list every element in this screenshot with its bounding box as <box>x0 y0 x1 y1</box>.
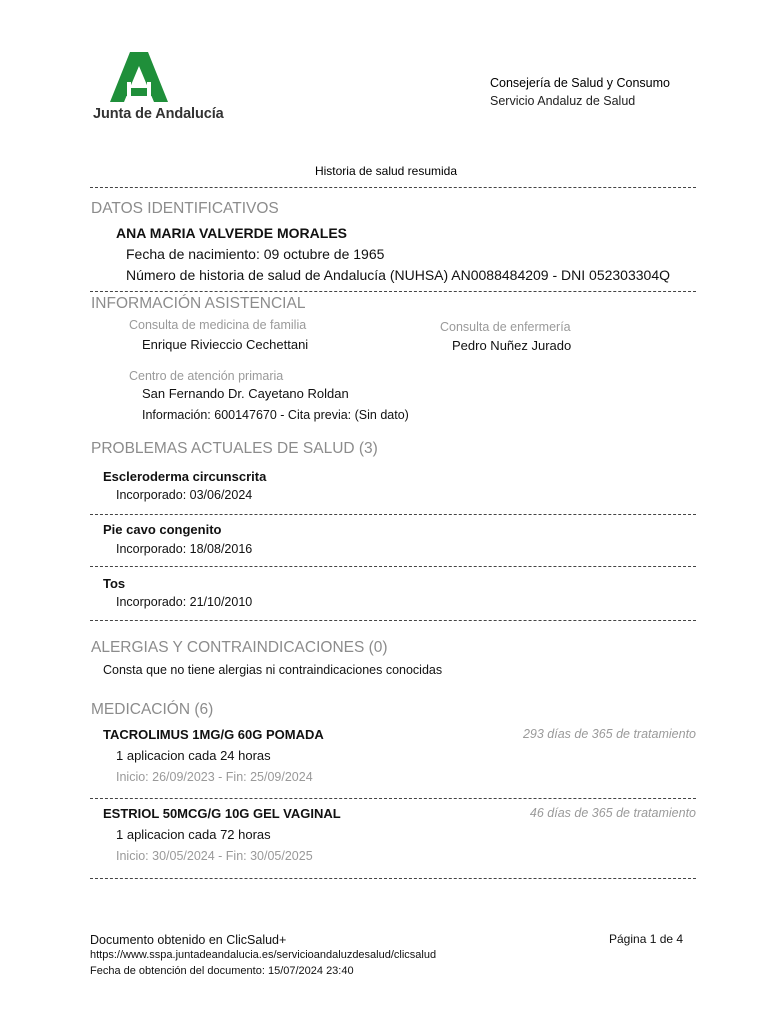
medication-name: ESTRIOL 50MCG/G 10G GEL VAGINAL <box>103 806 341 821</box>
medication-dose: 1 aplicacion cada 24 horas <box>116 748 271 763</box>
section-title-medication: MEDICACIÓN (6) <box>91 701 214 718</box>
family-doctor: Enrique Rivieccio Cechettani <box>142 337 309 352</box>
divider <box>90 566 696 567</box>
problem-name: Tos <box>103 576 126 591</box>
patient-name: ANA MARIA VALVERDE MORALES <box>116 225 347 241</box>
center-label: Centro de atención primaria <box>129 369 284 383</box>
organization-name: Consejería de Salud y Consumo <box>490 76 670 90</box>
nurse: Pedro Nuñez Jurado <box>452 338 572 353</box>
medication-name: TACROLIMUS 1MG/G 60G POMADA <box>103 727 324 742</box>
medication-dose: 1 aplicacion cada 72 horas <box>116 827 271 842</box>
divider <box>90 514 696 515</box>
health-center: San Fernando Dr. Cayetano Roldan <box>142 386 349 401</box>
section-title-identification: DATOS IDENTIFICATIVOS <box>91 200 279 217</box>
footer-generated: Fecha de obtención del documento: 15/07/2024 23:40 <box>90 965 354 977</box>
treatment-progress: 46 días de 365 de tratamiento <box>529 806 696 820</box>
allergies-text: Consta que no tiene alergias ni contraindicaciones conocidas <box>103 663 443 677</box>
problem-name: Escleroderma circunscrita <box>103 469 267 484</box>
center-info: Información: 600147670 - Cita previa: (Sin dato) <box>142 408 409 422</box>
logo-text: Junta de Andalucía <box>93 106 224 122</box>
medication-period: Inicio: 26/09/2023 - Fin: 25/09/2024 <box>116 770 313 784</box>
family-doctor-label: Consulta de medicina de familia <box>129 318 307 332</box>
problem-date: Incorporado: 18/08/2016 <box>116 542 253 556</box>
section-title-problems: PROBLEMAS ACTUALES DE SALUD (3) <box>91 440 378 457</box>
record-numbers: Número de historia de salud de Andalucía (NUHSA) AN0088484209 - DNI 052303304Q <box>126 267 670 283</box>
problem-date: Incorporado: 03/06/2024 <box>116 488 253 502</box>
section-title-allergies: ALERGIAS Y CONTRAINDICACIONES (0) <box>91 639 388 656</box>
document-title: Historia de salud resumida <box>314 164 458 178</box>
divider <box>90 620 696 621</box>
divider <box>90 878 696 879</box>
medication-period: Inicio: 30/05/2024 - Fin: 30/05/2025 <box>116 849 313 863</box>
divider <box>90 187 696 188</box>
problem-date: Incorporado: 21/10/2010 <box>116 595 253 609</box>
section-title-care-info: INFORMACIÓN ASISTENCIAL <box>91 295 306 312</box>
divider <box>90 798 696 799</box>
service-name: Servicio Andaluz de Salud <box>490 94 636 108</box>
footer-url: https://www.sspa.juntadeandalucia.es/servicioandaluzdesalud/clicsalud <box>90 949 437 961</box>
problem-name: Pie cavo congenito <box>103 522 222 537</box>
nursing-label: Consulta de enfermería <box>440 320 571 334</box>
page-number: Página 1 de 4 <box>609 932 684 946</box>
footer-source: Documento obtenido en ClicSalud+ <box>90 933 287 947</box>
treatment-progress: 293 días de 365 de tratamiento <box>522 727 696 741</box>
divider <box>90 291 696 292</box>
birth-date: Fecha de nacimiento: 09 octubre de 1965 <box>126 246 385 262</box>
